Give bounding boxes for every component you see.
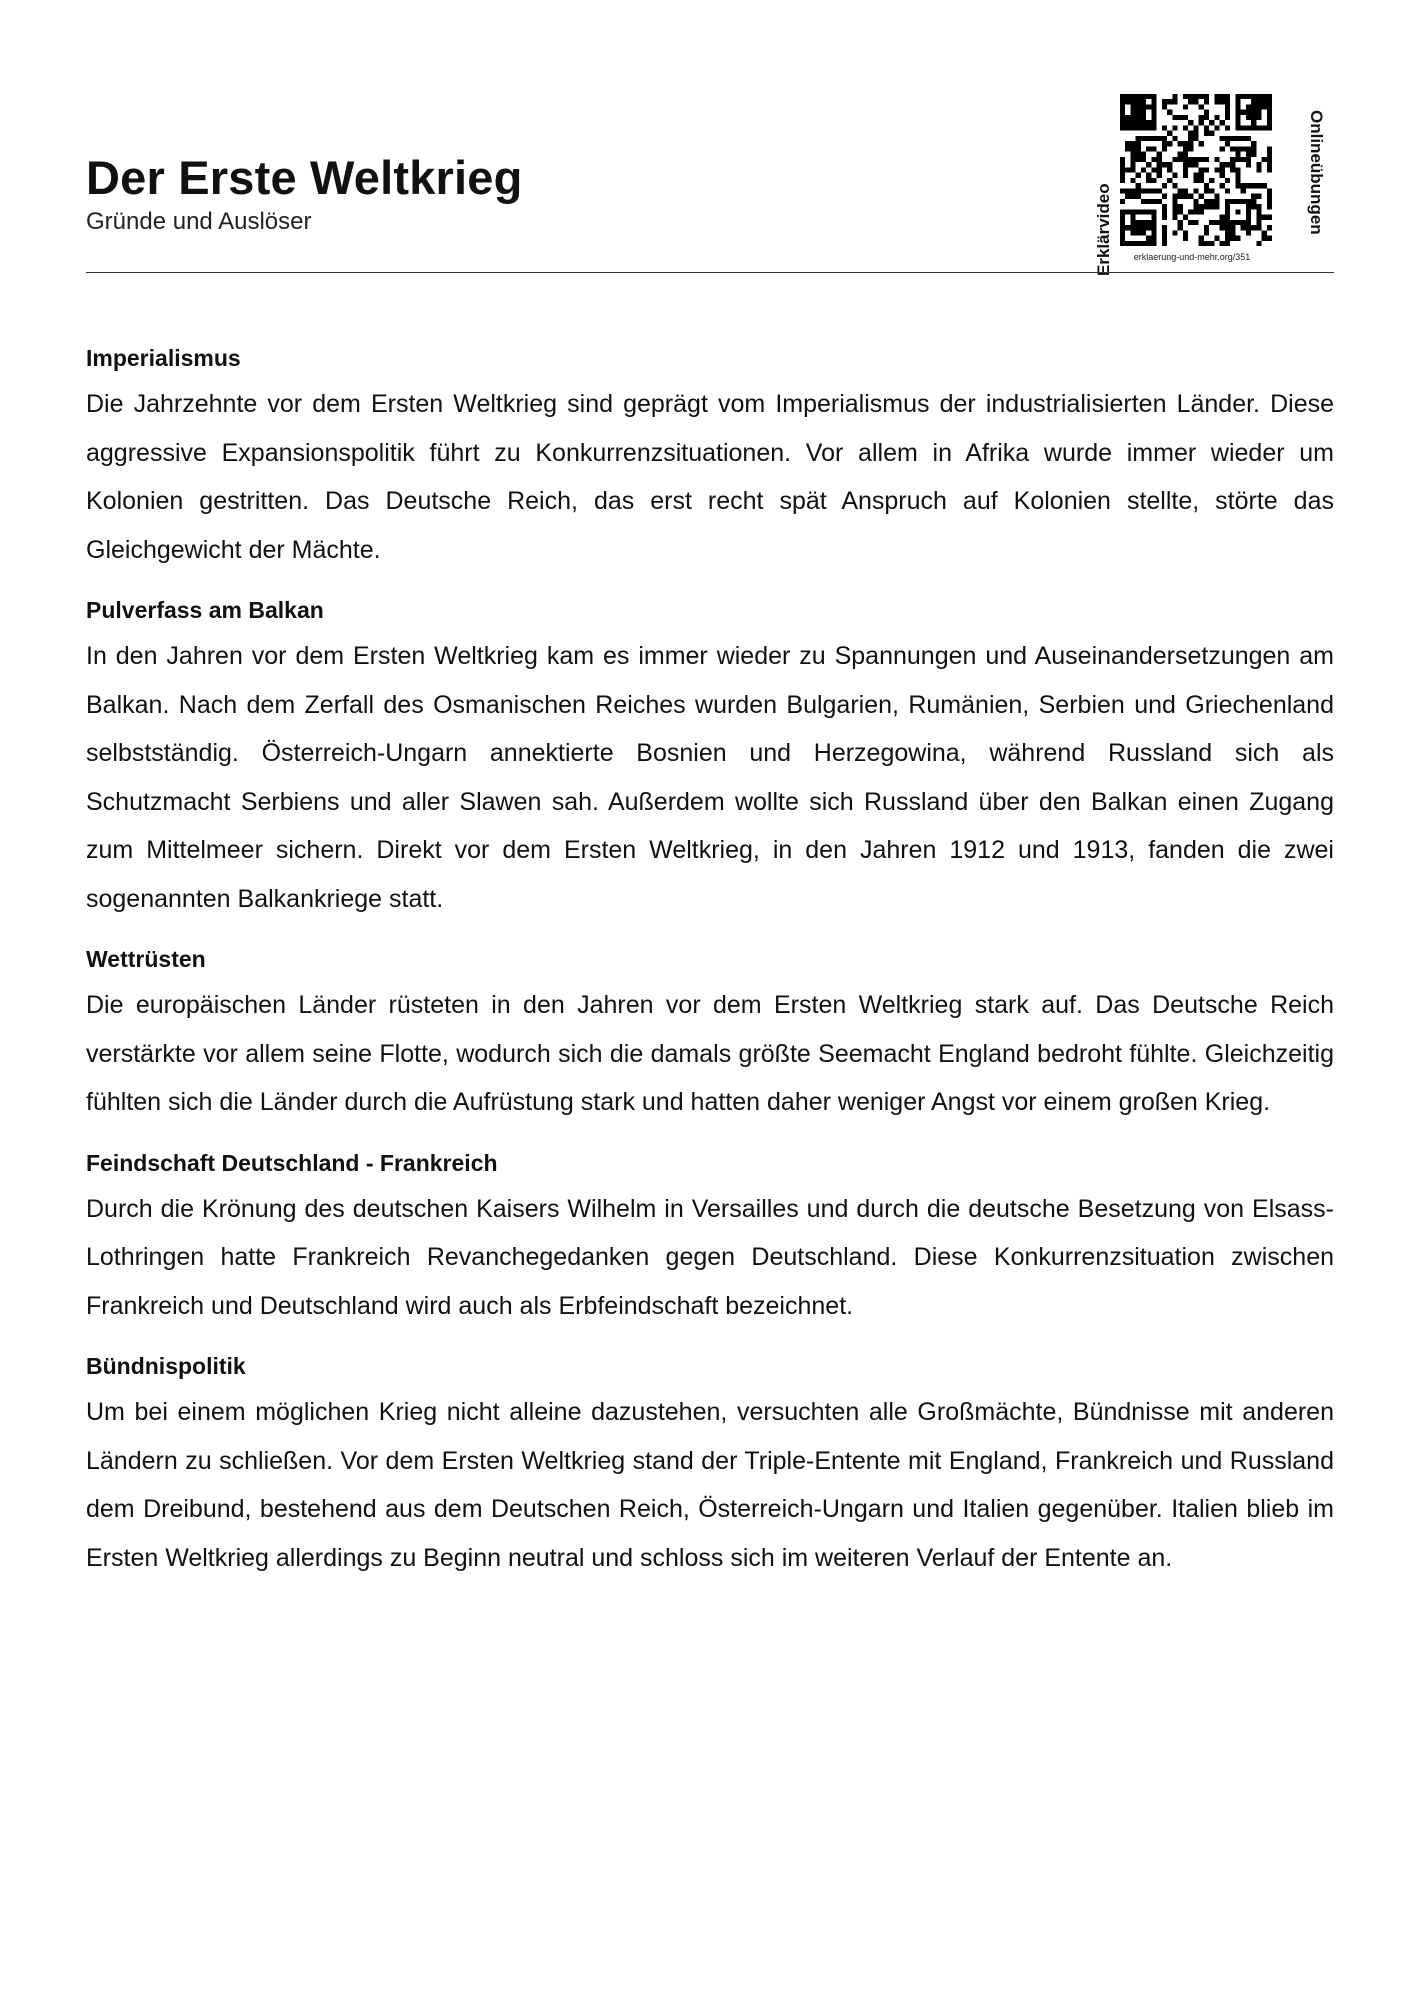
qr-block[interactable] <box>1086 80 1336 276</box>
section-text: Durch die Krönung des deutschen Kaisers Wilhelm in Versailles und durch die deutsche Besetzung von Elsass-Lothringen hatte Frankreich Revanchegedanken gegen Deutschland. Diese Konkurrenzsituation zwischen Frankreich und Deutschland wird auch als Erbfeindschaft bezeichnet. <box>86 1194 1334 1320</box>
section-pulverfass-am-balkan <box>86 588 1334 923</box>
qr-url[interactable]: erklaerung-und-mehr.org/351 <box>1133 252 1251 262</box>
qr-code-icon[interactable] <box>1120 94 1272 246</box>
section-feindschaft <box>86 1141 1334 1331</box>
document-body <box>86 336 1334 1596</box>
qr-label-left: Erklärvideo <box>1094 183 1113 276</box>
section-heading: Bündnispolitik <box>86 1353 246 1379</box>
section-text: In den Jahren vor dem Ersten Weltkrieg kam es immer wieder zu Spannungen und Auseinandersetzungen am Balkan. Nach dem Zerfall des Osmanischen Reiches wurden Bulgarien, Rumänien, Serbien und Griechenland selbstständig. Österreich-Ungarn annektierte Bosnien und Herzegowina, während Russland sich als Schutzmacht Serbiens und aller Slawen sah. Außerdem wollte sich Russland über den Balkan einen Zugang zum Mittelmeer sichern. Direkt vor dem Ersten Weltkrieg, in den Jahren 1912 und 1913, fanden die zwei sogenannten Balkankriege statt. <box>86 642 1334 913</box>
section-wettruesten <box>86 937 1334 1127</box>
header-divider <box>86 272 1334 273</box>
section-buendnispolitik <box>86 1344 1334 1582</box>
section-text: Die europäischen Länder rüsteten in den Jahren vor dem Ersten Weltkrieg stark auf. Das Deutsche Reich verstärkte vor allem seine Flotte, wodurch sich die damals größte Seemacht England bedroht fühlte. Gleichzeitig fühlten sich die Länder durch die Aufrüstung stark und hatten daher weniger Angst vor einem großen Krieg. <box>86 991 1334 1116</box>
section-imperialismus <box>86 336 1334 574</box>
section-heading: Feindschaft Deutschland - Frankreich <box>86 1149 498 1176</box>
section-heading: Pulverfass am Balkan <box>86 597 324 623</box>
page-header <box>86 0 1334 276</box>
qr-label-right: Onlineübungen <box>1307 110 1326 235</box>
section-heading: Wettrüsten <box>86 946 206 972</box>
section-text: Die Jahrzehnte vor dem Ersten Weltkrieg sind geprägt vom Imperialismus der industrialisierten Länder. Diese aggressive Expansionspolitik führt zu Konkurrenzsituationen. Vor allem in Afrika wurde immer wieder um Kolonien gestritten. Das Deutsche Reich, das erst recht spät Anspruch auf Kolonien stellte, störte das Gleichgewicht der Mächte. <box>86 390 1334 564</box>
section-text: Um bei einem möglichen Krieg nicht alleine dazustehen, versuchten alle Großmächte, Bündnisse mit anderen Ländern zu schließen. Vor dem Ersten Weltkrieg stand der Triple-Entente mit England, Frankreich und Russland dem Dreibund, bestehend aus dem Deutschen Reich, Österreich-Ungarn und Italien gegenüber. Italien blieb im Ersten Weltkrieg allerdings zu Beginn neutral und schloss sich im weiteren Verlauf der Entente an. <box>86 1398 1334 1572</box>
page-subtitle: Gründe und Auslöser <box>86 208 312 235</box>
section-heading: Imperialismus <box>86 345 241 371</box>
page-title: Der Erste Weltkrieg <box>86 151 523 204</box>
